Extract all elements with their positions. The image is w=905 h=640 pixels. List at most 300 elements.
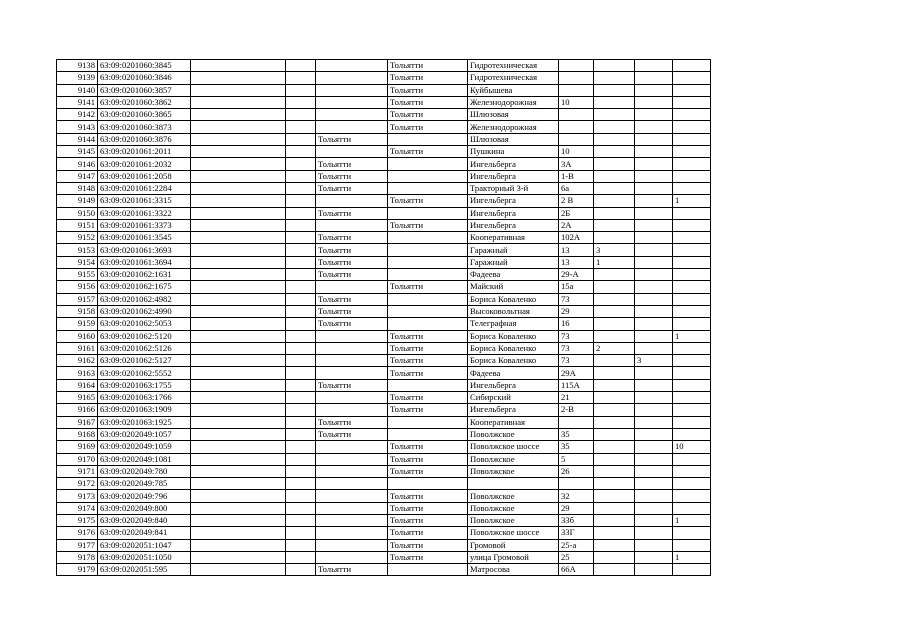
table-cell <box>286 527 316 539</box>
row-number-cell: 9148 <box>57 182 98 194</box>
cadastral-number-cell: 63:09:0201060:3873 <box>98 121 191 133</box>
table-cell <box>594 428 635 440</box>
cadastral-number-cell: 63:09:0201062:5127 <box>98 355 191 367</box>
table-cell <box>594 514 635 526</box>
table-cell <box>388 182 468 194</box>
table-cell: 32 <box>559 490 594 502</box>
cadastral-number-cell: 63:09:0202049:1059 <box>98 441 191 453</box>
table-cell: Фадеева <box>468 269 559 281</box>
table-row <box>57 551 711 563</box>
table-cell <box>673 293 711 305</box>
row-number-cell: 9143 <box>57 121 98 133</box>
table-cell <box>635 133 673 145</box>
table-cell <box>673 269 711 281</box>
table-cell: 102А <box>559 232 594 244</box>
table-cell <box>286 158 316 170</box>
table-cell: Куйбышева <box>468 84 559 96</box>
row-number-cell: 9179 <box>57 564 98 576</box>
table-cell: Тольятти <box>388 146 468 158</box>
row-number-cell: 9174 <box>57 502 98 514</box>
table-cell: Тольятти <box>388 465 468 477</box>
table-cell <box>594 146 635 158</box>
table-row <box>57 244 711 256</box>
table-cell <box>316 330 388 342</box>
table-cell <box>673 182 711 194</box>
table-row <box>57 182 711 194</box>
table-cell <box>286 502 316 514</box>
row-number-cell: 9157 <box>57 293 98 305</box>
table-cell: Тольятти <box>388 539 468 551</box>
table-row <box>57 404 711 416</box>
table-cell: Тольятти <box>388 84 468 96</box>
table-cell: Кооперативная <box>468 232 559 244</box>
table-cell <box>673 478 711 490</box>
table-cell <box>316 527 388 539</box>
row-number-cell: 9158 <box>57 305 98 317</box>
table-row <box>57 478 711 490</box>
table-row <box>57 318 711 330</box>
cadastral-number-cell: 63:09:0201062:5053 <box>98 318 191 330</box>
data-table <box>56 59 711 576</box>
table-cell <box>635 232 673 244</box>
cadastral-number-cell: 63:09:0202049:1057 <box>98 428 191 440</box>
table-cell: 29А <box>559 367 594 379</box>
table-cell <box>191 195 286 207</box>
table-cell <box>673 207 711 219</box>
table-cell: 25 <box>559 551 594 563</box>
table-cell <box>191 490 286 502</box>
table-cell <box>635 453 673 465</box>
table-cell <box>286 182 316 194</box>
table-row <box>57 367 711 379</box>
table-cell: Ингельберга <box>468 158 559 170</box>
table-cell: Тольятти <box>388 72 468 84</box>
table-cell: 13 <box>559 256 594 268</box>
table-cell <box>191 514 286 526</box>
table-cell: Тольятти <box>316 244 388 256</box>
table-cell <box>673 465 711 477</box>
table-cell: 1 <box>594 256 635 268</box>
cadastral-number-cell: 63:09:0201060:3862 <box>98 96 191 108</box>
table-cell <box>635 539 673 551</box>
table-cell <box>286 133 316 145</box>
table-cell <box>286 60 316 72</box>
cadastral-number-cell: 63:09:0201062:5126 <box>98 342 191 354</box>
row-number-cell: 9171 <box>57 465 98 477</box>
table-cell: Тольятти <box>316 207 388 219</box>
table-cell: 33Г <box>559 527 594 539</box>
table-cell <box>635 465 673 477</box>
table-cell <box>286 441 316 453</box>
table-cell <box>286 355 316 367</box>
table-cell <box>316 281 388 293</box>
table-cell <box>635 342 673 354</box>
table-cell <box>559 121 594 133</box>
table-cell <box>191 60 286 72</box>
table-cell: Тольятти <box>316 293 388 305</box>
table-cell <box>559 60 594 72</box>
table-cell: Громовой <box>468 539 559 551</box>
table-cell: Шлюзовая <box>468 109 559 121</box>
table-cell <box>594 478 635 490</box>
table-cell <box>594 269 635 281</box>
table-cell <box>635 219 673 231</box>
table-cell <box>286 72 316 84</box>
table-cell: Тольятти <box>388 490 468 502</box>
table-cell <box>594 121 635 133</box>
table-cell <box>191 146 286 158</box>
table-cell: Тольятти <box>388 453 468 465</box>
table-cell: Тольятти <box>316 158 388 170</box>
table-row <box>57 342 711 354</box>
table-cell: 3 <box>635 355 673 367</box>
table-cell: Тольятти <box>388 392 468 404</box>
row-number-cell: 9141 <box>57 96 98 108</box>
table-cell <box>316 404 388 416</box>
table-cell <box>594 60 635 72</box>
row-number-cell: 9155 <box>57 269 98 281</box>
table-cell: 35 <box>559 441 594 453</box>
table-cell <box>286 170 316 182</box>
table-cell <box>316 60 388 72</box>
table-cell <box>388 207 468 219</box>
table-cell <box>559 478 594 490</box>
table-cell: Тольятти <box>388 404 468 416</box>
table-cell <box>673 502 711 514</box>
table-row <box>57 539 711 551</box>
cadastral-number-cell: 63:09:0201062:1631 <box>98 269 191 281</box>
table-row <box>57 133 711 145</box>
table-cell <box>388 232 468 244</box>
table-cell <box>191 293 286 305</box>
table-row <box>57 355 711 367</box>
table-cell <box>286 490 316 502</box>
table-cell: Тракторный 3-й <box>468 182 559 194</box>
table-row <box>57 453 711 465</box>
table-cell <box>635 478 673 490</box>
table-cell <box>286 146 316 158</box>
table-cell <box>673 428 711 440</box>
table-cell <box>635 96 673 108</box>
table-cell <box>635 551 673 563</box>
table-row <box>57 219 711 231</box>
table-cell <box>286 478 316 490</box>
table-cell: 29 <box>559 502 594 514</box>
table-cell <box>673 146 711 158</box>
row-number-cell: 9146 <box>57 158 98 170</box>
table-cell: 10 <box>559 96 594 108</box>
table-cell <box>286 195 316 207</box>
table-cell <box>388 133 468 145</box>
table-row <box>57 490 711 502</box>
table-cell <box>316 502 388 514</box>
table-cell <box>191 121 286 133</box>
table-row <box>57 527 711 539</box>
table-cell: 29 <box>559 305 594 317</box>
table-cell <box>191 109 286 121</box>
cadastral-number-cell: 63:09:0201060:3876 <box>98 133 191 145</box>
table-cell <box>316 146 388 158</box>
table-cell: Бориса Коваленко <box>468 342 559 354</box>
cadastral-number-cell: 63:09:0201061:3694 <box>98 256 191 268</box>
table-cell: Ингельберга <box>468 207 559 219</box>
table-cell: Железнодорожная <box>468 121 559 133</box>
table-cell: Ингельберга <box>468 195 559 207</box>
table-cell: Поволжское <box>468 502 559 514</box>
table-cell <box>635 392 673 404</box>
table-cell <box>191 392 286 404</box>
table-cell <box>316 84 388 96</box>
cadastral-number-cell: 63:09:0202049:785 <box>98 478 191 490</box>
table-cell: Тольятти <box>388 502 468 514</box>
table-cell <box>673 392 711 404</box>
table-cell <box>673 244 711 256</box>
table-cell <box>635 330 673 342</box>
table-cell <box>635 60 673 72</box>
row-number-cell: 9166 <box>57 404 98 416</box>
table-cell <box>316 96 388 108</box>
table-cell <box>673 342 711 354</box>
table-cell <box>635 305 673 317</box>
table-cell: 73 <box>559 342 594 354</box>
table-cell <box>191 244 286 256</box>
table-cell <box>594 355 635 367</box>
table-cell <box>286 318 316 330</box>
table-cell: 5 <box>559 453 594 465</box>
row-number-cell: 9147 <box>57 170 98 182</box>
table-cell: Высоковольтная <box>468 305 559 317</box>
table-cell <box>673 109 711 121</box>
row-number-cell: 9164 <box>57 379 98 391</box>
table-cell <box>673 219 711 231</box>
table-cell: Тольятти <box>388 195 468 207</box>
cadastral-number-cell: 63:09:0201060:3845 <box>98 60 191 72</box>
cadastral-number-cell: 63:09:0201061:3322 <box>98 207 191 219</box>
row-number-cell: 9169 <box>57 441 98 453</box>
table-cell <box>673 170 711 182</box>
table-row <box>57 232 711 244</box>
table-cell <box>635 84 673 96</box>
table-row <box>57 195 711 207</box>
table-cell: Тольятти <box>388 342 468 354</box>
table-row <box>57 269 711 281</box>
table-cell: Фадеева <box>468 367 559 379</box>
table-cell <box>286 404 316 416</box>
table-cell <box>286 342 316 354</box>
table-cell <box>635 502 673 514</box>
table-cell <box>635 256 673 268</box>
table-cell <box>388 244 468 256</box>
table-cell: Поволжское <box>468 428 559 440</box>
table-cell <box>635 146 673 158</box>
table-cell <box>286 367 316 379</box>
cadastral-number-cell: 63:09:0201063:1909 <box>98 404 191 416</box>
table-cell: Поволжское <box>468 453 559 465</box>
table-cell <box>635 170 673 182</box>
table-cell <box>286 293 316 305</box>
table-cell <box>673 453 711 465</box>
table-row <box>57 170 711 182</box>
table-cell <box>673 527 711 539</box>
table-row <box>57 96 711 108</box>
table-cell <box>635 158 673 170</box>
table-cell: 2Б <box>559 207 594 219</box>
table-cell <box>191 281 286 293</box>
table-cell <box>316 514 388 526</box>
table-cell <box>191 342 286 354</box>
table-cell <box>635 527 673 539</box>
table-cell: 1 <box>673 330 711 342</box>
table-row <box>57 158 711 170</box>
table-cell <box>635 195 673 207</box>
table-cell <box>191 72 286 84</box>
table-cell: 2 <box>594 342 635 354</box>
table-row <box>57 564 711 576</box>
table-cell <box>594 490 635 502</box>
table-cell <box>673 305 711 317</box>
row-number-cell: 9139 <box>57 72 98 84</box>
table-cell <box>286 219 316 231</box>
table-cell <box>594 392 635 404</box>
row-number-cell: 9159 <box>57 318 98 330</box>
table-cell <box>635 207 673 219</box>
table-cell <box>635 72 673 84</box>
table-row <box>57 305 711 317</box>
table-row <box>57 293 711 305</box>
table-cell <box>388 564 468 576</box>
table-cell <box>191 367 286 379</box>
table-cell: 15а <box>559 281 594 293</box>
row-number-cell: 9160 <box>57 330 98 342</box>
table-cell: Тольятти <box>388 219 468 231</box>
cadastral-number-cell: 63:09:0201062:4990 <box>98 305 191 317</box>
table-cell <box>673 281 711 293</box>
table-cell: Тольятти <box>316 416 388 428</box>
cadastral-number-cell: 63:09:0201061:3315 <box>98 195 191 207</box>
table-cell <box>191 428 286 440</box>
table-cell <box>594 502 635 514</box>
table-cell: Телеграфная <box>468 318 559 330</box>
cadastral-number-cell: 63:09:0201063:1766 <box>98 392 191 404</box>
table-cell: Тольятти <box>316 379 388 391</box>
table-cell <box>594 527 635 539</box>
table-row <box>57 330 711 342</box>
cadastral-number-cell: 63:09:0202049:841 <box>98 527 191 539</box>
table-row <box>57 60 711 72</box>
table-cell: Тольятти <box>388 109 468 121</box>
table-cell <box>191 269 286 281</box>
table-row <box>57 84 711 96</box>
table-cell <box>191 404 286 416</box>
table-row <box>57 416 711 428</box>
row-number-cell: 9144 <box>57 133 98 145</box>
table-cell <box>594 72 635 84</box>
table-cell <box>559 84 594 96</box>
table-cell: Гидротехническая <box>468 60 559 72</box>
table-cell <box>388 428 468 440</box>
table-cell <box>286 305 316 317</box>
table-cell: Пушкина <box>468 146 559 158</box>
table-cell <box>635 121 673 133</box>
table-cell <box>286 96 316 108</box>
table-cell <box>388 269 468 281</box>
table-cell <box>594 379 635 391</box>
table-cell: Поволжское шоссе <box>468 441 559 453</box>
table-cell <box>594 158 635 170</box>
table-cell: 73 <box>559 293 594 305</box>
table-cell <box>559 133 594 145</box>
table-row <box>57 392 711 404</box>
table-cell: Тольятти <box>316 170 388 182</box>
cadastral-number-cell: 63:09:0201061:3545 <box>98 232 191 244</box>
table-cell <box>191 133 286 145</box>
table-cell <box>316 453 388 465</box>
table-cell <box>673 158 711 170</box>
table-row <box>57 256 711 268</box>
row-number-cell: 9177 <box>57 539 98 551</box>
cadastral-number-cell: 63:09:0201063:1755 <box>98 379 191 391</box>
row-number-cell: 9142 <box>57 109 98 121</box>
table-cell: 33б <box>559 514 594 526</box>
table-cell <box>388 318 468 330</box>
row-number-cell: 9156 <box>57 281 98 293</box>
row-number-cell: 9175 <box>57 514 98 526</box>
table-cell: Бориса Коваленко <box>468 293 559 305</box>
table-cell: Тольятти <box>388 367 468 379</box>
table-cell <box>673 355 711 367</box>
table-cell <box>191 256 286 268</box>
table-cell: Кооперативная <box>468 416 559 428</box>
cadastral-number-cell: 63:09:0202051:1050 <box>98 551 191 563</box>
table-cell <box>635 404 673 416</box>
cadastral-number-cell: 63:09:0202049:796 <box>98 490 191 502</box>
table-cell: Бориса Коваленко <box>468 330 559 342</box>
table-cell <box>286 428 316 440</box>
table-cell <box>191 232 286 244</box>
table-cell <box>286 256 316 268</box>
table-cell <box>286 84 316 96</box>
table-cell <box>673 84 711 96</box>
cadastral-number-cell: 63:09:0202051:595 <box>98 564 191 576</box>
table-cell <box>673 539 711 551</box>
cadastral-number-cell: 63:09:0201061:2284 <box>98 182 191 194</box>
table-cell <box>673 367 711 379</box>
row-number-cell: 9165 <box>57 392 98 404</box>
row-number-cell: 9151 <box>57 219 98 231</box>
table-cell <box>594 170 635 182</box>
table-cell <box>316 539 388 551</box>
table-cell <box>191 527 286 539</box>
table-cell: Ингельберга <box>468 379 559 391</box>
table-cell <box>388 379 468 391</box>
row-number-cell: 9138 <box>57 60 98 72</box>
table-cell <box>316 465 388 477</box>
table-cell <box>673 256 711 268</box>
row-number-cell: 9178 <box>57 551 98 563</box>
table-cell <box>635 281 673 293</box>
table-cell: 2-В <box>559 404 594 416</box>
table-cell <box>191 453 286 465</box>
table-cell <box>191 219 286 231</box>
table-cell <box>594 465 635 477</box>
table-cell: Гидротехническая <box>468 72 559 84</box>
table-cell: Тольятти <box>316 133 388 145</box>
table-cell: Тольятти <box>388 121 468 133</box>
table-cell <box>316 121 388 133</box>
table-cell <box>594 441 635 453</box>
table-cell: 1-В <box>559 170 594 182</box>
table-cell: Тольятти <box>316 318 388 330</box>
